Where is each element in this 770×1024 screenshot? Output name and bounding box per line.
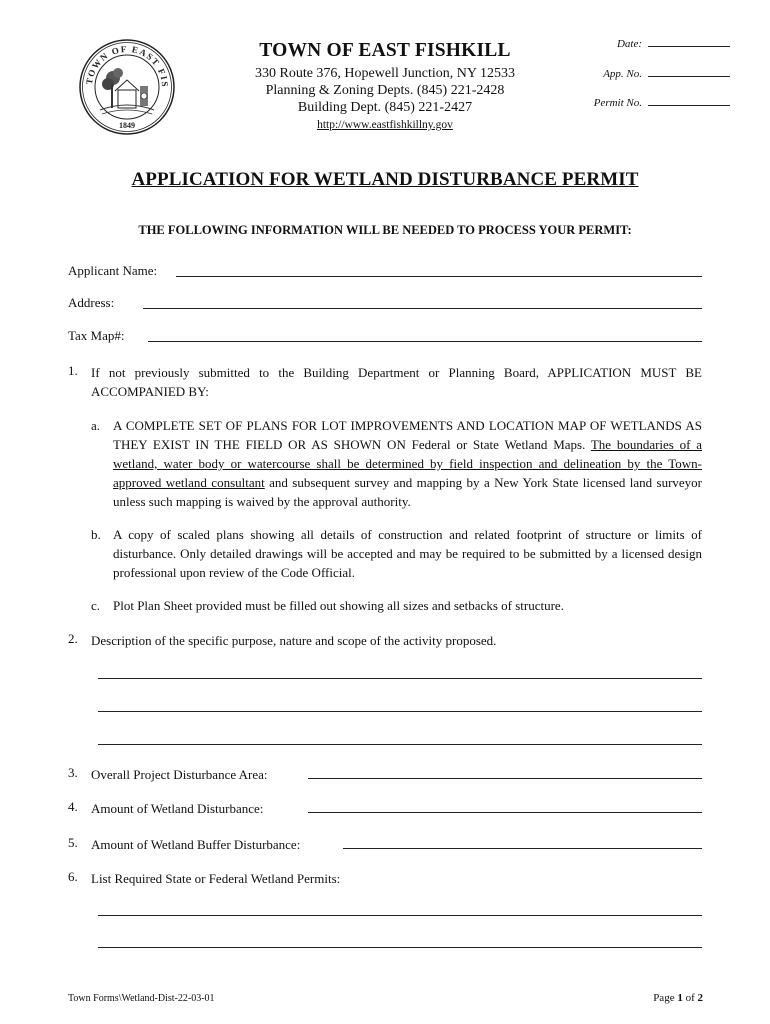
page-word: Page (653, 992, 675, 1004)
item-1a-letter: a. (91, 418, 101, 433)
planning-phone: Planning & Zoning Depts. (845) 221-2428 (265, 83, 505, 98)
item-1a-text-end: and subsequent survey and mapping by a New York State licensed land surveyor unless such mapping is waived by the approval authority. (113, 475, 702, 509)
item-1c-text: Plot Plan Sheet provided must be filled out showing all sizes and setbacks of structure. (113, 598, 564, 613)
page-number (653, 992, 703, 1004)
town-address: 330 Route 376, Hopewell Junction, NY 12533 (254, 66, 515, 81)
address-field[interactable] (143, 308, 702, 309)
item-4-text: Amount of Wetland Disturbance: (91, 801, 264, 816)
permit-no-label: Permit No. (593, 97, 642, 109)
svg-text:1849: 1849 (119, 121, 135, 130)
item-3-answer-line[interactable] (308, 778, 702, 779)
applicant-name-label: Applicant Name: (68, 263, 158, 278)
item-1-number: 1. (68, 363, 78, 378)
item-6-text: List Required State or Federal Wetland Permits: (91, 871, 341, 886)
permit-no-field[interactable] (560, 96, 730, 109)
item-1-text: If not previously submitted to the Building Department or Planning Board, APPLICATION MUST BE ACCOMPANIED BY: (91, 365, 702, 399)
item-2-number: 2. (68, 631, 78, 646)
item-6-number: 6. (68, 869, 78, 884)
item-1b-letter: b. (91, 527, 101, 542)
date-field[interactable] (560, 37, 730, 50)
item-3-number: 3. (68, 765, 78, 780)
item-5-text: Amount of Wetland Buffer Disturbance: (91, 837, 301, 852)
app-no-label: App. No. (603, 68, 642, 80)
app-no-blank[interactable] (648, 67, 730, 77)
of-word: of (685, 992, 695, 1004)
item-6-answer-line-1[interactable] (98, 915, 702, 916)
applicant-name-field[interactable] (176, 276, 702, 277)
item-2-answer-line-1[interactable] (98, 678, 702, 679)
item-1a-text (113, 416, 702, 511)
permit-no-blank[interactable] (648, 96, 730, 106)
town-seal (78, 38, 176, 136)
building-phone: Building Dept. (845) 221-2427 (297, 100, 473, 115)
page-total: 2 (697, 992, 703, 1004)
document-title: APPLICATION FOR WETLAND DISTURBANCE PERMIT (131, 169, 639, 190)
item-2-answer-line-3[interactable] (98, 744, 702, 745)
app-no-field[interactable] (560, 67, 730, 80)
svg-text:TOWN OF EAST FISHKILL: TOWN OF EAST FIS (83, 43, 171, 89)
item-1c-letter: c. (91, 598, 101, 613)
page-current: 1 (677, 992, 683, 1004)
item-4-answer-line[interactable] (308, 812, 702, 813)
item-1a-text-plain: A COMPLETE SET OF PLANS FOR LOT IMPROVEMENTS AND LOCATION MAP OF WETLANDS AS THEY EXIST IN THE FIELD OR AS SHOWN ON Federal or State Wetland Maps. (113, 418, 702, 452)
tax-map-field[interactable] (148, 341, 702, 342)
town-website-link[interactable]: http://www.eastfishkillny.gov (317, 119, 453, 131)
item-1a-text-underlined: The boundaries of a wetland, water body or watercourse shall be determined by field inspection and delineation by the Town-approved wetland consultant (113, 437, 702, 490)
address-label: Address: (68, 295, 115, 310)
town-name: TOWN OF EAST FISHKILL (259, 40, 511, 61)
item-4-number: 4. (68, 799, 78, 814)
document-subtitle: THE FOLLOWING INFORMATION WILL BE NEEDED TO PROCESS YOUR PERMIT: (138, 223, 632, 237)
item-6-answer-line-2[interactable] (98, 947, 702, 948)
item-1b-text: A copy of scaled plans showing all details of construction and related footprint of structure or limits of disturbance. Only detailed drawings will be accepted and may be required to be submitted by a licensed design professional upon review of the Code Official. (113, 527, 702, 580)
item-2-text: Description of the specific purpose, nature and scope of the activity proposed. (91, 633, 497, 648)
date-blank[interactable] (648, 37, 730, 47)
date-label: Date: (616, 38, 642, 50)
item-3-text: Overall Project Disturbance Area: (91, 767, 268, 782)
town-seal-graphic (78, 38, 176, 136)
tax-map-label: Tax Map#: (68, 328, 125, 343)
form-identifier: Town Forms\Wetland-Dist-22-03-01 (68, 993, 215, 1004)
item-2-answer-line-2[interactable] (98, 711, 702, 712)
item-5-answer-line[interactable] (343, 848, 702, 849)
item-5-number: 5. (68, 835, 78, 850)
